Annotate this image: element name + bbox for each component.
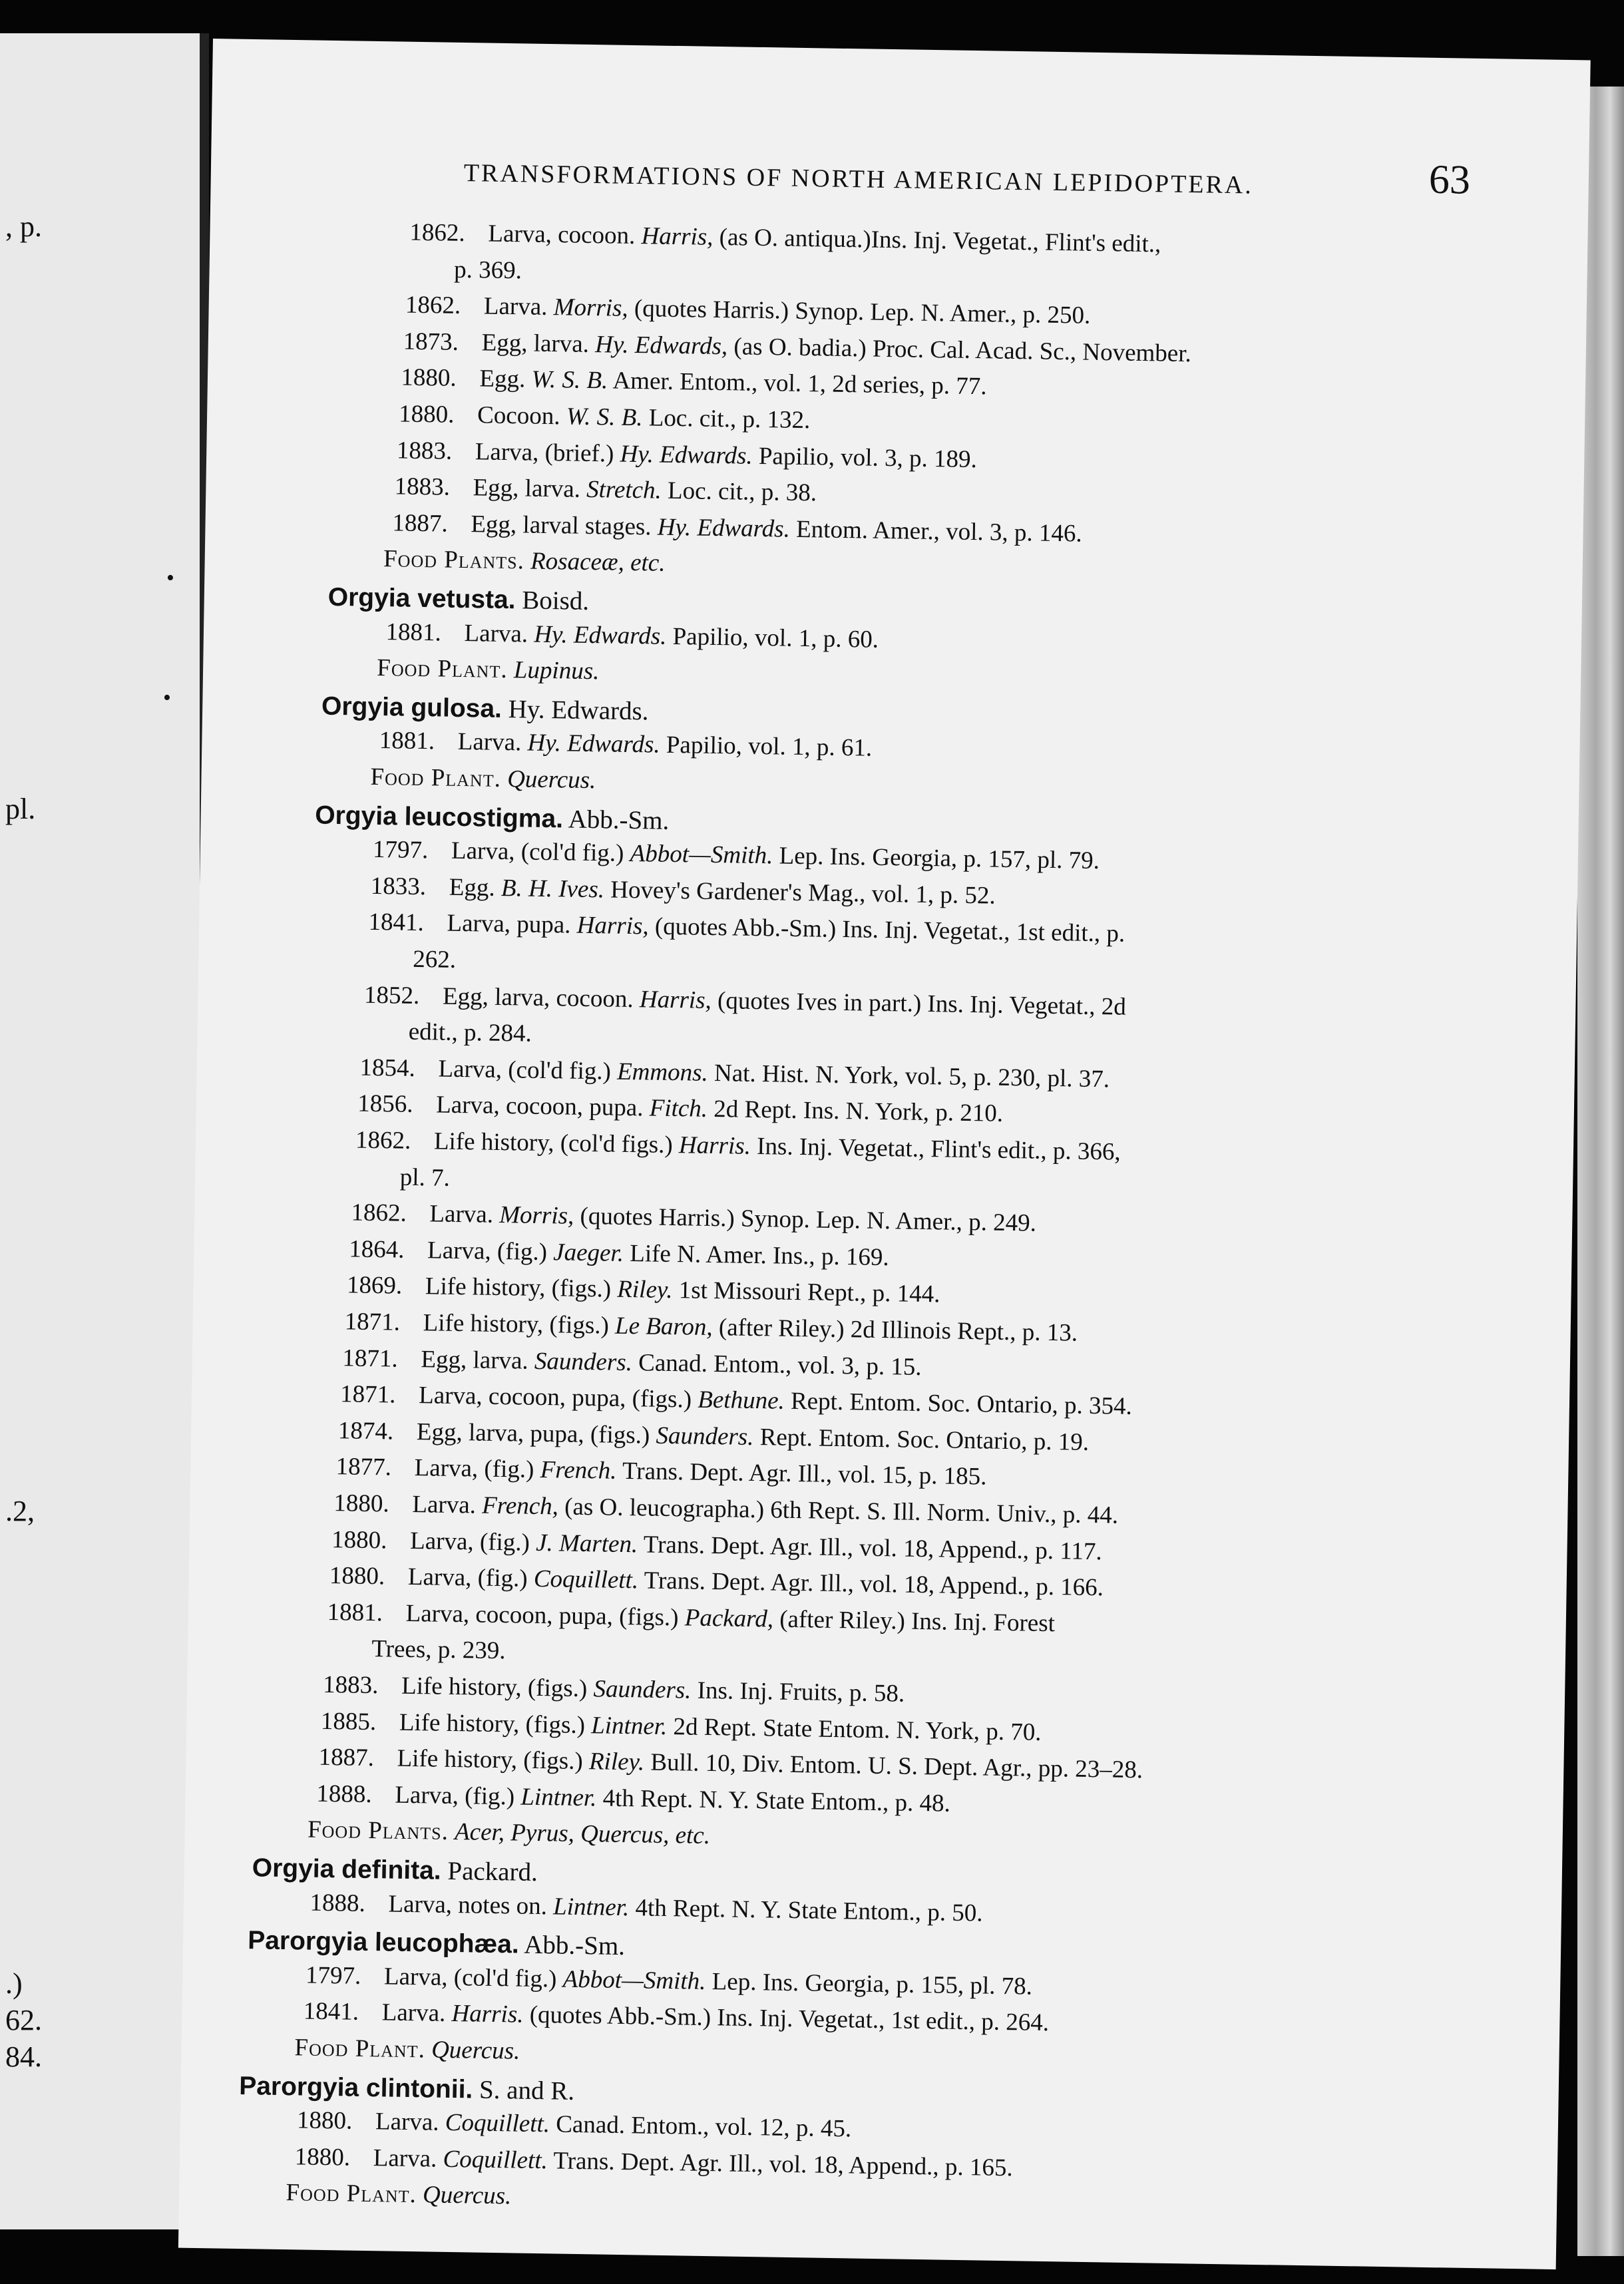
left-page-fragment: 62. <box>5 2004 42 2036</box>
entry-citation: (quotes Ives in part.) Ins. Inj. Vegetat., 2d <box>717 986 1127 1021</box>
entry-continuation <box>413 947 456 972</box>
entry-year: 1841. <box>303 1997 359 2026</box>
bibliography-entry <box>305 1963 1032 1998</box>
entry-author: Abbot—Smith. <box>630 840 773 870</box>
continuation-text: 262. <box>412 945 457 974</box>
entry-year: 1883. <box>322 1670 379 1700</box>
entry-stage: Life history, (figs.) <box>399 1708 586 1739</box>
entry-citation: (as O. antiqua.)Ins. Inj. Vegetat., Flint's edit., <box>719 223 1161 258</box>
bibliography-entry <box>385 620 879 652</box>
entry-year: 1887. <box>318 1744 375 1772</box>
bibliography-entry <box>297 2108 852 2142</box>
entry-author: J. Marten. <box>535 1529 638 1558</box>
bibliography-entry <box>394 475 817 506</box>
entry-author: Hy. Edwards. <box>527 729 660 759</box>
entry-stage: Life history, (figs.) <box>397 1744 584 1776</box>
species-heading <box>321 691 649 726</box>
entry-author: Coquillett. <box>443 2145 548 2175</box>
bibliography-entry <box>316 1782 950 1816</box>
species-name: Parorgyia clintonii. <box>238 2071 473 2104</box>
entry-stage: Larva. <box>464 619 528 648</box>
entry-stage: Egg, larva. <box>421 1345 529 1375</box>
entry-author: Harris, <box>576 912 649 940</box>
bibliography-entry <box>349 1237 889 1270</box>
entry-author: Morris, <box>499 1201 574 1230</box>
bibliography-entry <box>351 1201 1036 1236</box>
bibliography-entry <box>403 329 1191 366</box>
food-plant-name: Quercus. <box>507 765 596 795</box>
entry-author: Jaeger. <box>552 1238 624 1267</box>
continuation-text: Trees, p. 239. <box>371 1635 506 1665</box>
left-page-fragment: , p. <box>5 210 42 243</box>
entry-year: 1883. <box>394 473 451 501</box>
entry-year: 1854. <box>359 1053 416 1082</box>
entry-citation: (as O. leucographa.) 6th Rept. S. Ill. Norm. Univ., p. 44. <box>564 1493 1119 1529</box>
entry-stage: Egg. <box>479 365 526 393</box>
entry-author: Saunders. <box>593 1675 692 1704</box>
bibliography-entry <box>364 982 1126 1019</box>
food-plant-label: Food Plant. <box>370 763 502 793</box>
entry-stage: Larva, cocoon, pupa, (figs.) <box>418 1382 692 1414</box>
entry-citation: 1st Missouri Rept., p. 144. <box>678 1276 940 1308</box>
left-page-fragment: .2, <box>5 1495 35 1527</box>
entry-citation: (after Riley.) 2d Illinois Rept., p. 13. <box>718 1314 1078 1347</box>
entry-citation: (after Riley.) Ins. Inj. Forest <box>779 1605 1056 1637</box>
entry-year: 1862. <box>409 218 466 247</box>
entry-stage: Cocoon. <box>477 401 560 431</box>
entry-author: Packard, <box>684 1604 774 1633</box>
entry-stage: Larva. <box>429 1200 494 1229</box>
entry-author: Fitch. <box>649 1094 708 1123</box>
food-plant-line <box>383 547 666 576</box>
entry-year: 1880. <box>294 2143 351 2172</box>
entry-author: Hy. Edwards, <box>594 330 728 360</box>
entry-continuation <box>399 1165 450 1190</box>
entry-citation: 4th Rept. N. Y. State Entom., p. 50. <box>635 1893 983 1927</box>
entry-author: French, <box>481 1491 559 1521</box>
entry-stage: Life history, (figs.) <box>425 1272 612 1304</box>
entry-year: 1881. <box>327 1598 383 1627</box>
entry-year: 1852. <box>363 981 420 1010</box>
entry-year: 1873. <box>403 327 459 356</box>
bibliography-entry <box>318 1745 1143 1782</box>
entry-citation: (quotes Harris.) Synop. Lep. N. Amer., p. 249. <box>580 1203 1037 1237</box>
entry-stage: Larva, (col'd fig.) <box>451 837 624 868</box>
bibliography-entry <box>347 1273 940 1307</box>
entry-citation: Amer. Entom., vol. 1, 2d series, p. 77. <box>612 367 987 401</box>
entry-year: 1869. <box>346 1271 403 1300</box>
entry-citation: Papilio, vol. 1, p. 60. <box>672 622 879 654</box>
entry-stage: Egg, larval stages. <box>471 510 652 541</box>
entry-year: 1797. <box>305 1961 361 1990</box>
entry-year: 1874. <box>337 1417 394 1445</box>
entry-citation: (quotes Abb.-Sm.) Ins. Inj. Vegetat., 1st edit., p. <box>654 912 1125 948</box>
entry-year: 1864. <box>348 1235 405 1264</box>
entry-author: Harris, <box>639 985 712 1014</box>
bibliography-entry <box>397 438 977 472</box>
food-plant-line <box>294 2035 520 2063</box>
bibliography-entry <box>359 1055 1110 1091</box>
bibliography-entry <box>392 510 1082 546</box>
entry-citation: Trans. Dept. Agr. Ill., vol. 18, Append., p. 165. <box>553 2147 1013 2182</box>
species-authority: Packard. <box>447 1856 538 1887</box>
entry-stage: Egg, larva, pupa, (figs.) <box>416 1418 650 1449</box>
food-plant-name: Acer, Pyrus, Quercus, etc. <box>454 1818 711 1850</box>
species-name: Orgyia leucostigma. <box>314 801 564 833</box>
entry-stage: Larva, pupa. <box>447 910 571 939</box>
entry-citation: Trans. Dept. Agr. Ill., vol. 18, Append., p. 117. <box>643 1531 1103 1565</box>
food-plant-line <box>307 1817 710 1848</box>
bibliography-entry <box>371 874 996 908</box>
entry-year: 1880. <box>333 1489 390 1518</box>
entry-stage: Larva, (fig.) <box>427 1237 548 1266</box>
bibliography-entry <box>338 1418 1090 1455</box>
bibliography-entry <box>329 1563 1104 1600</box>
entry-year: 1877. <box>335 1453 392 1481</box>
species-heading <box>248 1925 625 1961</box>
entry-stage: Larva, cocoon. <box>488 220 636 250</box>
entry-stage: Larva, cocoon, pupa, (figs.) <box>405 1599 679 1632</box>
entry-author: Lintner. <box>552 1892 630 1921</box>
entry-citation: Lep. Ins. Georgia, p. 157, pl. 79. <box>779 842 1100 875</box>
bibliography-entry <box>379 728 873 761</box>
margin-mark: • <box>166 566 174 590</box>
food-plant-line <box>377 656 600 683</box>
species-name: Orgyia definita. <box>252 1853 442 1885</box>
running-head: TRANSFORMATIONS OF NORTH AMERICAN LEPIDOPTERA. <box>463 158 1254 200</box>
bibliography-entry <box>331 1527 1102 1564</box>
entry-stage: Life history, (figs.) <box>401 1672 588 1703</box>
entry-stage: Life history, (col'd figs.) <box>433 1127 674 1159</box>
entry-citation: (quotes Harris.) Synop. Lep. N. Amer., p. 250. <box>634 295 1091 329</box>
entry-citation: Entom. Amer., vol. 3, p. 146. <box>795 515 1083 548</box>
entry-continuation <box>454 257 522 283</box>
left-page-fragment: pl. <box>5 793 36 825</box>
entry-author: Bethune. <box>698 1386 785 1415</box>
document-page <box>178 39 1591 2269</box>
entry-author: B. H. Ives. <box>501 874 605 904</box>
entry-stage: Egg, larva. <box>473 474 581 503</box>
entry-author: Stretch. <box>586 476 662 504</box>
entry-year: 1862. <box>405 291 461 320</box>
entry-citation: Ins. Inj. Fruits, p. 58. <box>697 1676 905 1708</box>
entry-stage: Larva, (fig.) <box>407 1563 528 1593</box>
bibliography-entry <box>321 1708 1042 1744</box>
entry-author: Hy. Edwards. <box>657 513 791 543</box>
entry-year: 1880. <box>329 1562 385 1591</box>
entry-continuation <box>371 1636 506 1663</box>
entry-author: Hy. Edwards. <box>534 620 667 650</box>
entry-stage: Larva, notes on. <box>388 1890 548 1920</box>
food-plant-label: Food Plants. <box>383 545 525 575</box>
entry-stage: Larva. <box>457 728 522 757</box>
bibliography-entry <box>399 401 811 433</box>
bibliography-entry <box>309 1890 983 1925</box>
entry-stage: Egg, larva. <box>481 329 590 358</box>
food-plant-line <box>370 765 596 793</box>
entry-citation: (quotes Abb.-Sm.) Ins. Inj. Vegetat., 1st edit., p. 264. <box>529 2001 1050 2037</box>
entry-author: W. S. B. <box>566 403 643 432</box>
entry-year: 1881. <box>379 727 435 755</box>
bibliography-entry <box>405 293 1091 328</box>
entry-year: 1880. <box>331 1525 387 1554</box>
entry-year: 1888. <box>316 1780 372 1808</box>
food-plant-name: Quercus. <box>422 2181 512 2210</box>
entry-author: Abbot—Smith. <box>562 1965 706 1995</box>
entry-author: Morris, <box>553 293 629 323</box>
bibliography-entry <box>323 1672 905 1706</box>
species-name: Orgyia vetusta. <box>327 582 516 615</box>
bibliography-entry <box>327 1600 1055 1636</box>
bibliography-entry <box>335 1455 986 1489</box>
entry-author: Coquillett. <box>533 1565 639 1595</box>
entry-citation: Lep. Ins. Georgia, p. 155, pl. 78. <box>711 1967 1033 2000</box>
species-heading <box>315 800 670 835</box>
left-page-fragment: 84. <box>5 2040 42 2073</box>
continuation-text: pl. 7. <box>399 1163 451 1192</box>
entry-year: 1883. <box>396 437 453 465</box>
entry-citation: Nat. Hist. N. York, vol. 5, p. 230, pl. 37. <box>713 1059 1110 1093</box>
left-page-fragment: .) <box>5 1967 23 2000</box>
food-plant-name: Lupinus. <box>513 656 600 685</box>
entry-citation: Loc. cit., p. 38. <box>667 477 817 507</box>
bibliography-entry <box>342 1346 922 1380</box>
entry-citation: Trans. Dept. Agr. Ill., vol. 18, Append., p. 166. <box>644 1567 1104 1602</box>
entry-stage: Larva. <box>373 2144 437 2173</box>
entry-author: Hy. Edwards. <box>620 440 753 470</box>
entry-stage: Larva. <box>375 2108 439 2136</box>
entry-stage: Larva, cocoon, pupa. <box>435 1091 644 1122</box>
entry-citation: Trans. Dept. Agr. Ill., vol. 15, p. 185. <box>622 1457 987 1491</box>
species-heading <box>239 2071 574 2106</box>
entry-citation: 4th Rept. N. Y. State Entom., p. 48. <box>602 1784 951 1817</box>
entry-stage: Larva, (fig.) <box>409 1527 530 1557</box>
entry-year: 1888. <box>309 1889 366 1917</box>
entry-author: Saunders. <box>534 1347 633 1376</box>
species-authority: S. and R. <box>479 2075 575 2106</box>
species-authority: Abb.-Sm. <box>523 1930 626 1961</box>
continuation-text: p. 369. <box>453 256 522 284</box>
bibliography-entry <box>295 2144 1013 2180</box>
bibliography-entry <box>357 1091 1003 1126</box>
bibliography-entry <box>333 1491 1118 1528</box>
entry-stage: Larva. <box>412 1490 477 1519</box>
bibliography-entry <box>409 220 1161 257</box>
entry-stage: Larva. <box>483 292 548 321</box>
entry-author: Harris. <box>678 1131 751 1160</box>
entry-citation: 2d Rept. Ins. N. York, p. 210. <box>713 1095 1004 1128</box>
entry-citation: Rept. Entom. Soc. Ontario, p. 19. <box>759 1423 1090 1456</box>
species-authority: Hy. Edwards. <box>508 694 649 726</box>
species-authority: Abb.-Sm. <box>568 805 670 835</box>
bibliography-entry <box>344 1309 1078 1345</box>
entry-citation: Bull. 10, Div. Entom. U. S. Dept. Agr., pp. 23–28. <box>650 1748 1143 1784</box>
entry-year: 1880. <box>401 363 457 393</box>
entry-stage: Egg. <box>449 873 495 902</box>
food-plant-name: Rosaceæ, etc. <box>530 547 666 578</box>
entry-citation: Papilio, vol. 1, p. 61. <box>666 731 873 763</box>
bibliography-entry <box>373 837 1100 873</box>
entry-year: 1862. <box>355 1126 411 1155</box>
entry-citation: Canad. Entom., vol. 12, p. 45. <box>555 2110 852 2143</box>
entry-year: 1871. <box>344 1308 401 1336</box>
species-heading <box>252 1853 538 1887</box>
entry-author: Coquillett. <box>445 2109 550 2138</box>
entry-year: 1833. <box>370 872 427 900</box>
species-authority: Boisd. <box>521 586 590 616</box>
entry-year: 1797. <box>372 836 429 864</box>
entry-author: Riley. <box>617 1276 673 1304</box>
entry-stage: Larva, (fig.) <box>414 1454 534 1484</box>
entry-author: French. <box>540 1456 617 1485</box>
entry-author: W. S. B. <box>531 365 608 395</box>
entry-stage: Life history, (figs.) <box>423 1309 610 1340</box>
entry-citation: Life N. Amer. Ins., p. 169. <box>629 1239 890 1271</box>
bibliography-entry <box>401 365 987 399</box>
entry-citation: Canad. Entom., vol. 3, p. 15. <box>638 1348 922 1381</box>
entry-stage: Larva, (col'd fig.) <box>383 1963 557 1993</box>
entry-year: 1856. <box>357 1090 413 1119</box>
margin-mark: • <box>163 685 171 710</box>
food-plant-label: Food Plant. <box>294 2034 426 2064</box>
previous-page-strip <box>0 33 209 2229</box>
entry-year: 1885. <box>320 1707 377 1736</box>
entry-continuation <box>408 1020 532 1046</box>
continuation-text: edit., p. 284. <box>408 1018 532 1047</box>
entry-citation: Loc. cit., p. 132. <box>648 404 811 435</box>
entry-citation: Rept. Entom. Soc. Ontario, p. 354. <box>790 1388 1133 1421</box>
entry-year: 1871. <box>339 1380 396 1409</box>
entry-citation: (as O. badia.) Proc. Cal. Acad. Sc., November. <box>733 333 1192 367</box>
entry-year: 1871. <box>342 1344 399 1373</box>
bibliography-entry <box>304 1999 1050 2036</box>
entry-author: Riley. <box>588 1748 645 1776</box>
entry-year: 1841. <box>368 908 425 937</box>
food-plant-line <box>286 2181 511 2209</box>
entry-author: Harris. <box>451 2000 524 2029</box>
entry-year: 1862. <box>351 1199 407 1227</box>
page-number: 63 <box>1428 156 1471 203</box>
entry-author: Saunders. <box>656 1422 754 1451</box>
bibliography-entry <box>368 910 1125 946</box>
entry-stage: Larva. <box>381 1998 446 2028</box>
entry-author: Lintner. <box>520 1783 597 1812</box>
food-plant-name: Quercus. <box>431 2036 520 2065</box>
entry-stage: Larva, (col'd fig.) <box>438 1055 612 1085</box>
entry-citation: Ins. Inj. Vegetat., Flint's edit., p. 366, <box>756 1133 1121 1166</box>
bibliography-entry <box>340 1382 1132 1419</box>
bibliography-entry <box>355 1128 1121 1165</box>
entry-author: Le Baron, <box>614 1312 713 1342</box>
food-plant-label: Food Plants. <box>307 1815 449 1846</box>
species-name: Parorgyia leucophæa. <box>247 1926 520 1959</box>
entry-year: 1881. <box>385 618 442 647</box>
entry-author: Harris, <box>641 222 713 251</box>
entry-year: 1880. <box>398 400 455 429</box>
entry-author: Lintner. <box>590 1711 668 1740</box>
entry-citation: Papilio, vol. 3, p. 189. <box>758 442 978 473</box>
entry-stage: Egg, larva, cocoon. <box>442 982 634 1013</box>
entry-citation: Hovey's Gardener's Mag., vol. 1, p. 52. <box>610 876 996 910</box>
entry-citation: 2d Rept. State Entom. N. York, p. 70. <box>673 1712 1042 1746</box>
food-plant-label: Food Plant. <box>286 2179 417 2209</box>
entry-author: Emmons. <box>616 1057 709 1087</box>
species-heading <box>327 582 589 616</box>
food-plant-label: Food Plant. <box>377 654 508 684</box>
species-name: Orgyia gulosa. <box>321 691 503 723</box>
entry-stage: Larva, (brief.) <box>475 437 614 468</box>
entry-stage: Larva, (fig.) <box>395 1781 515 1811</box>
entry-year: 1887. <box>392 509 448 538</box>
entry-year: 1880. <box>296 2106 353 2135</box>
